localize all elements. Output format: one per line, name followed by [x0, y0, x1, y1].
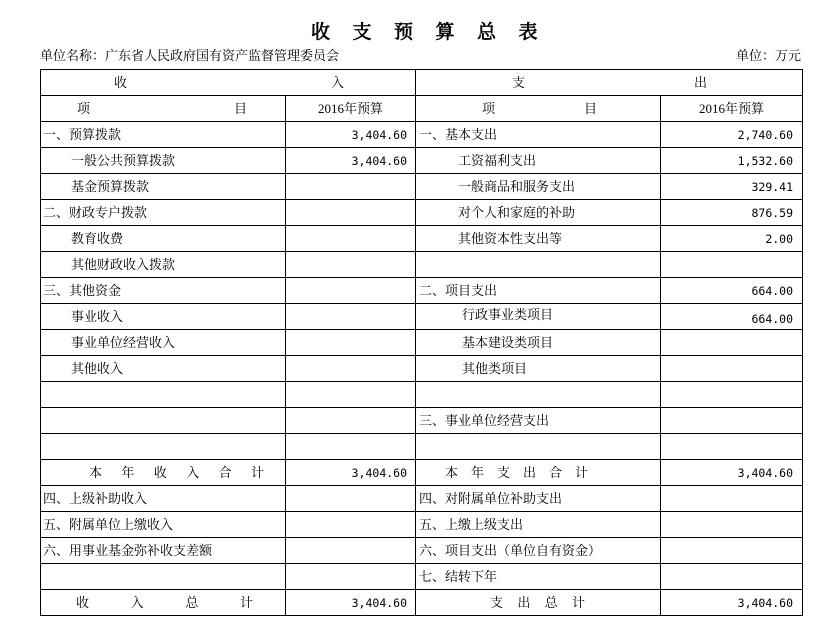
expense-value-cell: 664.00 — [661, 304, 803, 330]
income-value-cell — [286, 538, 416, 564]
expense-value-cell — [661, 330, 803, 356]
income-item-cell: 基金预算拨款 — [41, 174, 286, 200]
income-value-cell — [286, 434, 416, 460]
unit-name: 单位名称：广东省人民政府国有资产监督管理委员会 — [40, 48, 340, 63]
income-item-cell: 一般公共预算拨款 — [41, 148, 286, 174]
expense-value-cell — [661, 408, 803, 434]
table-row — [41, 304, 803, 330]
income-value-cell — [286, 304, 416, 330]
table-header-row — [41, 70, 803, 96]
expense-value-cell: 1,532.60 — [661, 148, 803, 174]
expense-value-cell: 664.00 — [661, 278, 803, 304]
expense-value-cell — [661, 512, 803, 538]
expense-value-cell — [661, 486, 803, 512]
expense-item-cell: 六、项目支出（单位自有资金） — [416, 538, 661, 564]
expense-value-cell — [661, 538, 803, 564]
table-row — [41, 148, 803, 174]
table-row — [41, 486, 803, 512]
expense-item-cell: 一般商品和服务支出 — [416, 174, 661, 200]
expense-value-cell — [661, 356, 803, 382]
income-value-cell — [286, 226, 416, 252]
income-item-cell — [41, 434, 286, 460]
unit-label: 单位：万元 — [735, 48, 801, 63]
table-row — [41, 512, 803, 538]
expense-item-cell — [416, 252, 661, 278]
income-item-cell: 六、用事业基金弥补收支差额 — [41, 538, 286, 564]
expense-item-header: 项目 — [416, 96, 661, 122]
expense-item-cell: 基本建设类项目 — [416, 330, 661, 356]
income-value-cell — [286, 330, 416, 356]
table-row — [41, 200, 803, 226]
income-total-label: 收入总计 — [41, 590, 286, 616]
expense-value-cell — [661, 252, 803, 278]
income-item-cell: 四、上级补助收入 — [41, 486, 286, 512]
expense-item-cell: 行政事业类项目 — [416, 304, 661, 330]
expense-item-cell: 二、项目支出 — [416, 278, 661, 304]
expense-item-cell: 对个人和家庭的补助 — [416, 200, 661, 226]
income-item-cell: 其他收入 — [41, 356, 286, 382]
expense-budget-header: 2016年预算 — [661, 96, 803, 122]
total-row — [41, 590, 803, 616]
expense-header: 支出 — [416, 70, 803, 96]
income-item-cell: 三、其他资金 — [41, 278, 286, 304]
expense-subtotal-value: 3,404.60 — [661, 460, 803, 486]
table-row — [41, 434, 803, 460]
expense-total-value: 3,404.60 — [661, 590, 803, 616]
income-item-cell — [41, 408, 286, 434]
table-row — [41, 382, 803, 408]
income-value-cell — [286, 512, 416, 538]
income-value-cell: 3,404.60 — [286, 122, 416, 148]
income-item-cell: 教育收费 — [41, 226, 286, 252]
income-item-cell: 一、预算拨款 — [41, 122, 286, 148]
income-value-cell: 3,404.60 — [286, 148, 416, 174]
expense-item-cell: 一、基本支出 — [416, 122, 661, 148]
income-item-cell: 事业单位经营收入 — [41, 330, 286, 356]
table-row — [41, 122, 803, 148]
income-item-cell: 其他财政收入拨款 — [41, 252, 286, 278]
expense-value-cell: 329.41 — [661, 174, 803, 200]
income-item-cell: 二、财政专户拨款 — [41, 200, 286, 226]
expense-item-cell — [416, 382, 661, 408]
income-header: 收入 — [41, 70, 416, 96]
expense-value-cell — [661, 564, 803, 590]
table-row — [41, 564, 803, 590]
income-value-cell — [286, 174, 416, 200]
expense-item-cell: 四、对附属单位补助支出 — [416, 486, 661, 512]
table-row — [41, 330, 803, 356]
income-value-cell — [286, 356, 416, 382]
expense-value-cell — [661, 434, 803, 460]
income-value-cell — [286, 408, 416, 434]
expense-total-label: 支出总计 — [416, 590, 661, 616]
expense-value-cell — [661, 382, 803, 408]
expense-item-cell: 五、上缴上级支出 — [416, 512, 661, 538]
subtotal-row — [41, 460, 803, 486]
table-row — [41, 408, 803, 434]
income-budget-header: 2016年预算 — [286, 96, 416, 122]
table-row — [41, 174, 803, 200]
income-item-cell: 五、附属单位上缴收入 — [41, 512, 286, 538]
table-header-row — [41, 96, 803, 122]
table-row — [41, 356, 803, 382]
income-item-cell — [41, 564, 286, 590]
expense-item-cell: 其他类项目 — [416, 356, 661, 382]
income-total-value: 3,404.60 — [286, 590, 416, 616]
income-value-cell — [286, 278, 416, 304]
expense-item-cell: 三、事业单位经营支出 — [416, 408, 661, 434]
expense-item-cell — [416, 434, 661, 460]
table-row — [41, 226, 803, 252]
expense-value-cell: 2.00 — [661, 226, 803, 252]
expense-value-cell: 2,740.60 — [661, 122, 803, 148]
page-title: 收支预算总表 — [311, 22, 561, 43]
table-row — [41, 278, 803, 304]
expense-item-cell: 其他资本性支出等 — [416, 226, 661, 252]
table-row — [41, 252, 803, 278]
income-item-cell — [41, 382, 286, 408]
income-value-cell — [286, 382, 416, 408]
income-value-cell — [286, 486, 416, 512]
income-item-header: 项目 — [41, 96, 286, 122]
budget-table — [40, 69, 803, 616]
income-value-cell — [286, 200, 416, 226]
expense-value-cell: 876.59 — [661, 200, 803, 226]
income-value-cell — [286, 564, 416, 590]
expense-item-cell: 工资福利支出 — [416, 148, 661, 174]
expense-subtotal-label: 本年支出合计 — [416, 460, 661, 486]
income-item-cell: 事业收入 — [41, 304, 286, 330]
income-subtotal-label: 本年收入合计 — [41, 460, 286, 486]
income-subtotal-value: 3,404.60 — [286, 460, 416, 486]
expense-item-cell: 七、结转下年 — [416, 564, 661, 590]
income-value-cell — [286, 252, 416, 278]
table-row — [41, 538, 803, 564]
